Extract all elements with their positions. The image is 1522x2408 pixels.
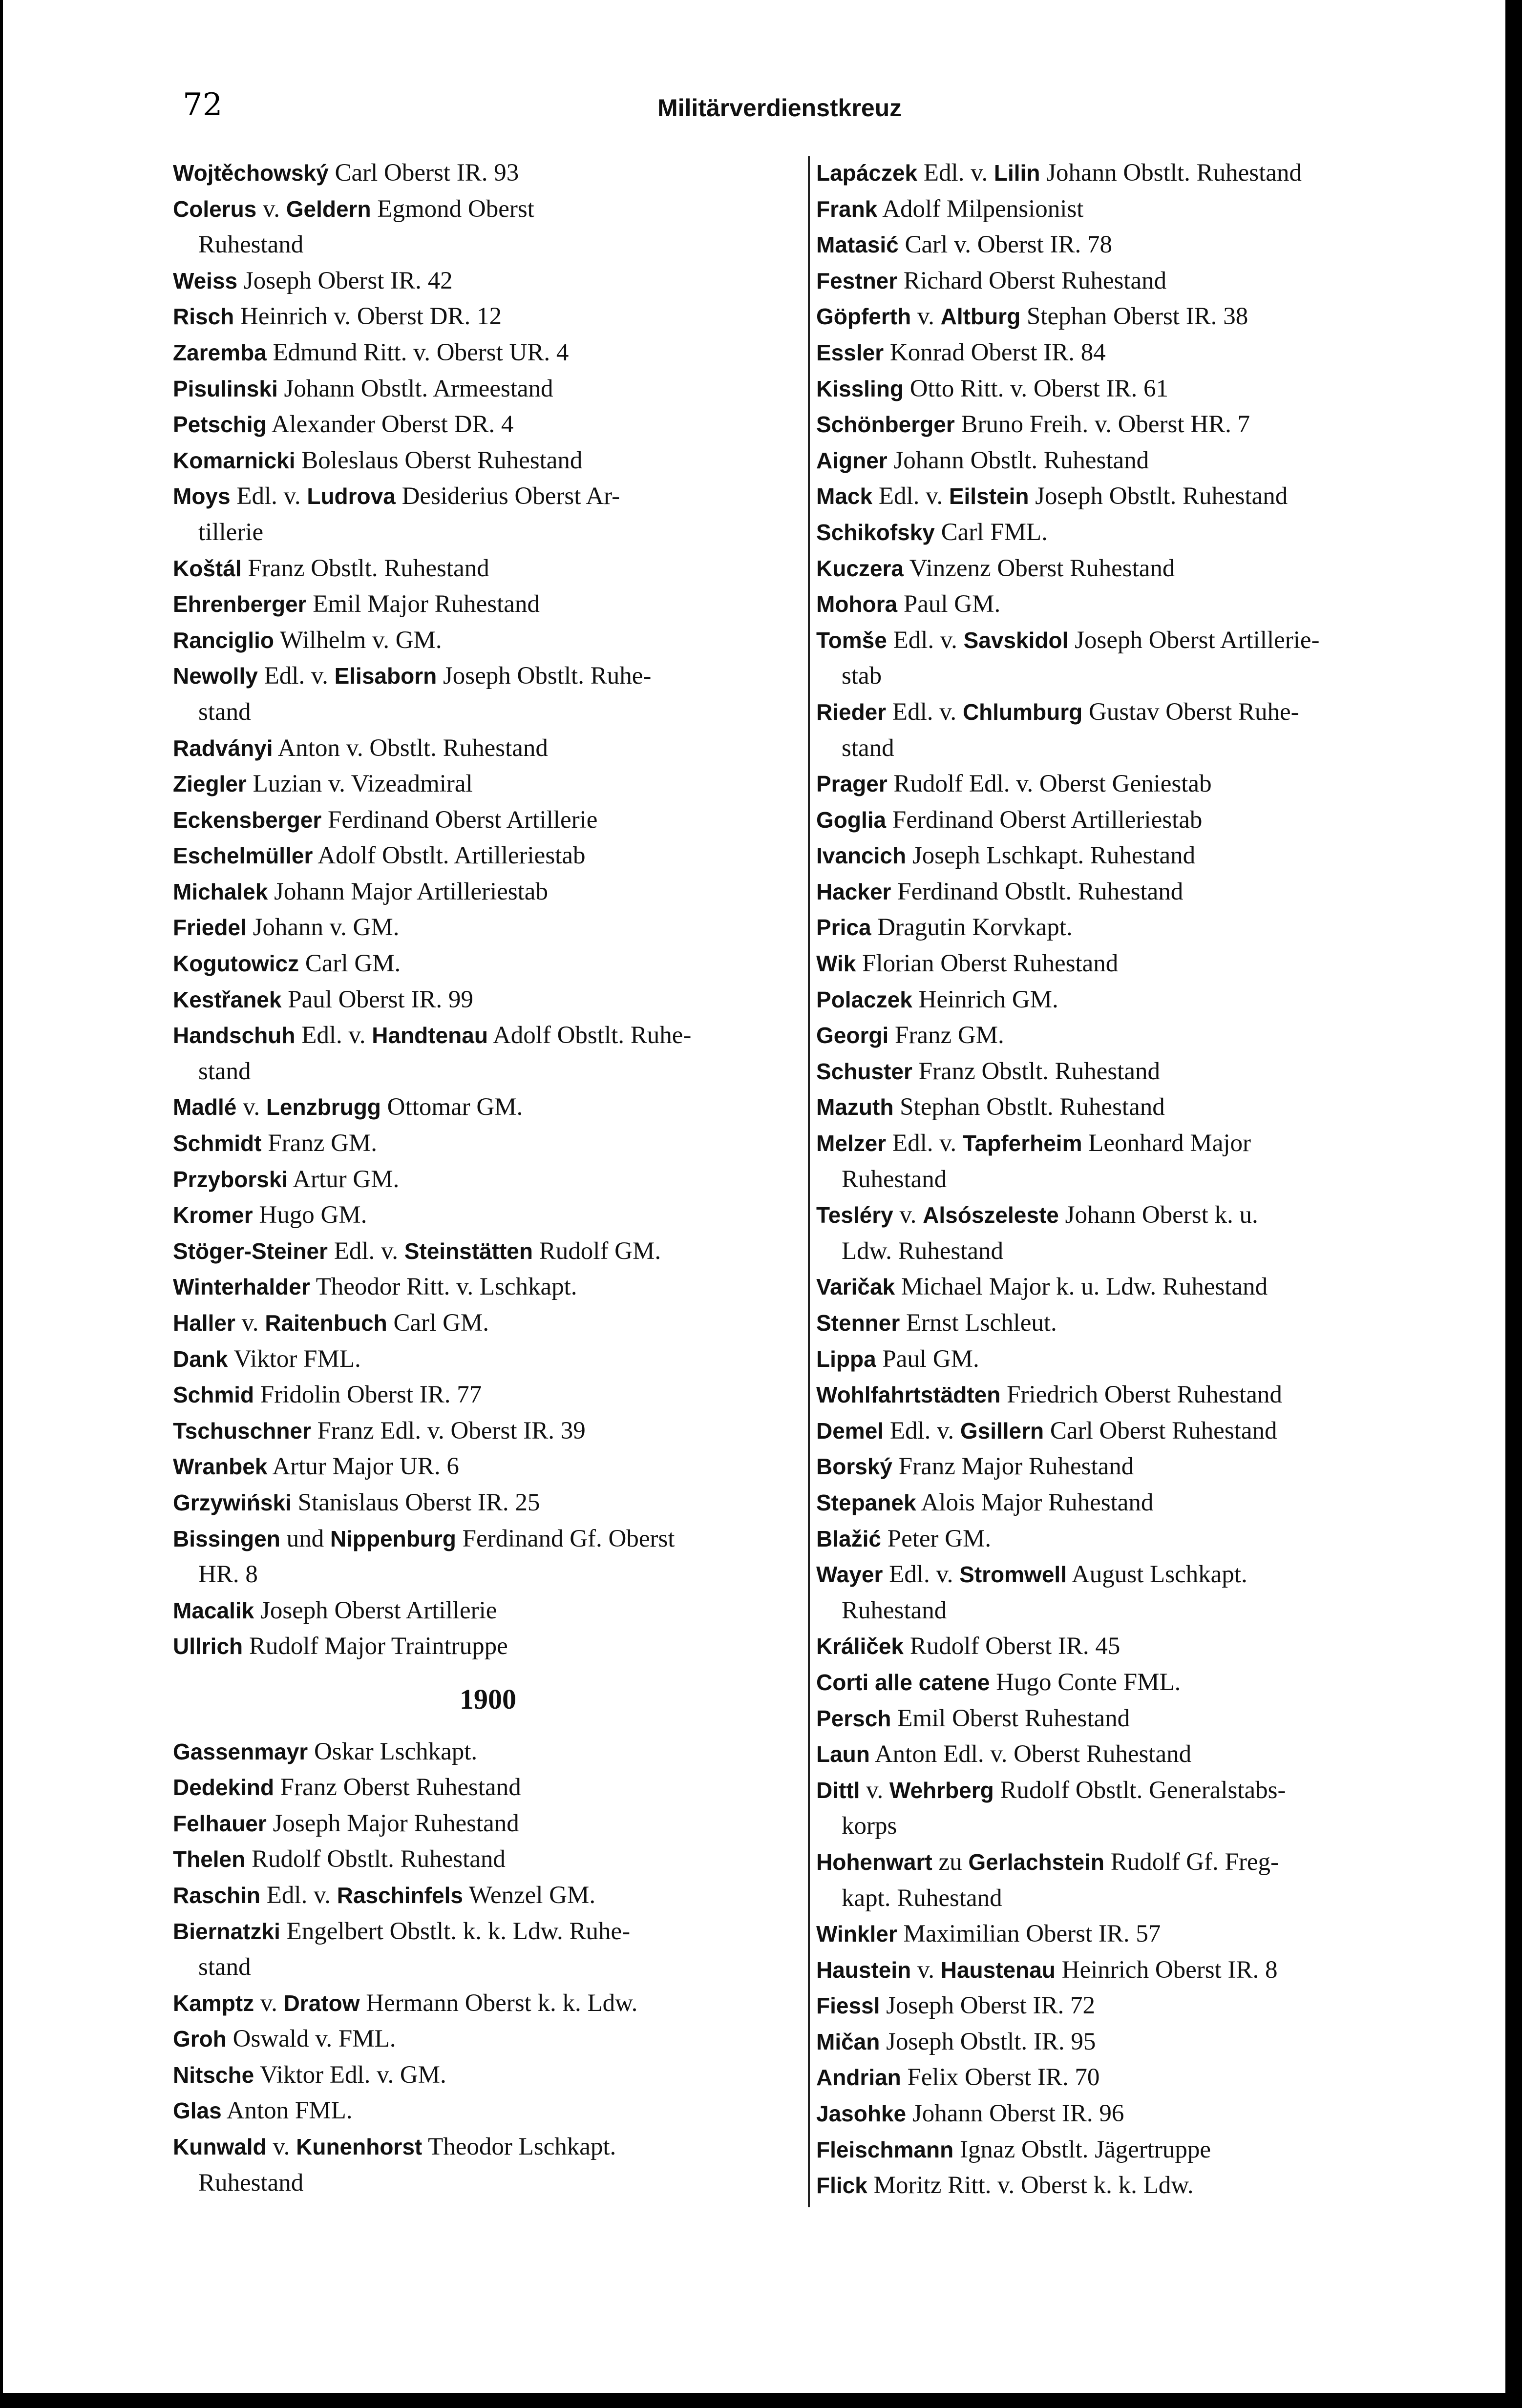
list-item: Schikofsky Carl FML.	[816, 518, 1048, 546]
list-item: Lapáczek Edl. v. Lilin Johann Obstlt. Ruhestand	[816, 159, 1302, 187]
list-item: Tesléry v. Alsószeleste Johann Oberst k. u.	[816, 1201, 1258, 1229]
list-item: Raschin Edl. v. Raschinfels Wenzel GM.	[173, 1881, 596, 1909]
list-item: Weiss Joseph Oberst IR. 42	[173, 267, 453, 294]
list-item: Demel Edl. v. Gsillern Carl Oberst Ruhestand	[816, 1417, 1277, 1445]
list-item: Wojtěchowský Carl Oberst IR. 93	[173, 159, 519, 187]
list-item: Gassenmayr Oskar Lschkapt.	[173, 1738, 478, 1765]
list-item: Laun Anton Edl. v. Oberst Ruhestand	[816, 1740, 1192, 1768]
list-item: Stepanek Alois Major Ruhestand	[816, 1488, 1154, 1516]
list-item: Blažić Peter GM.	[816, 1525, 992, 1552]
list-item: Kamptz v. Dratow Hermann Oberst k. k. Ldw.	[173, 1989, 638, 2017]
left-column	[173, 155, 803, 2201]
list-item: Kogutowicz Carl GM.	[173, 950, 401, 978]
list-item: Mazuth Stephan Obstlt. Ruhestand	[816, 1093, 1165, 1121]
list-item: Andrian Felix Oberst IR. 70	[816, 2064, 1100, 2092]
list-item-continuation: Ruhestand	[198, 231, 304, 259]
list-item-continuation: stab	[842, 662, 882, 690]
list-item: Matasić Carl v. Oberst IR. 78	[816, 231, 1112, 259]
list-item: Ranciglio Wilhelm v. GM.	[173, 626, 442, 654]
list-item: Ivancich Joseph Lschkapt. Ruhestand	[816, 842, 1196, 870]
list-item: Michalek Johann Major Artilleriestab	[173, 878, 548, 905]
list-item: Fleischmann Ignaz Obstlt. Jägertruppe	[816, 2136, 1211, 2163]
list-item: Rieder Edl. v. Chlumburg Gustav Oberst Ruhe-	[816, 698, 1299, 726]
list-item: Biernatzki Engelbert Obstlt. k. k. Ldw. Ruhe-	[173, 1917, 631, 1945]
list-item: Schmidt Franz GM.	[173, 1130, 378, 1157]
list-item: Handschuh Edl. v. Handtenau Adolf Obstlt. Ruhe-	[173, 1022, 692, 1049]
list-item: Dank Viktor FML.	[173, 1345, 361, 1373]
list-item: Göpferth v. Altburg Stephan Oberst IR. 38	[816, 303, 1248, 331]
list-item: Schönberger Bruno Freih. v. Oberst HR. 7	[816, 411, 1250, 439]
list-item: Ehrenberger Emil Major Ruhestand	[173, 590, 540, 618]
list-item: Stenner Ernst Lschleut.	[816, 1309, 1057, 1337]
list-item: Koštál Franz Obstlt. Ruhestand	[173, 554, 489, 582]
list-item: Mičan Joseph Obstlt. IR. 95	[816, 2028, 1096, 2055]
list-item: Felhauer Joseph Major Ruhestand	[173, 1809, 519, 1837]
list-item: Kromer Hugo GM.	[173, 1201, 367, 1229]
list-item: Hohenwart zu Gerlachstein Rudolf Gf. Freg-	[816, 1848, 1279, 1876]
list-item: Friedel Johann v. GM.	[173, 914, 400, 942]
list-item-continuation: stand	[198, 1057, 251, 1085]
list-item: Groh Oswald v. FML.	[173, 2025, 396, 2053]
list-item: Flick Moritz Ritt. v. Oberst k. k. Ldw.	[816, 2172, 1194, 2199]
list-item: Madlé v. Lenzbrugg Ottomar GM.	[173, 1093, 523, 1121]
list-item: Georgi Franz GM.	[816, 1022, 1004, 1049]
list-item: Tschuschner Franz Edl. v. Oberst IR. 39	[173, 1417, 586, 1445]
list-item-continuation: Ldw. Ruhestand	[842, 1237, 1003, 1265]
list-item: Kestřanek Paul Oberst IR. 99	[173, 985, 473, 1013]
list-item: Schmid Fridolin Oberst IR. 77	[173, 1381, 482, 1409]
list-item: Macalik Joseph Oberst Artillerie	[173, 1596, 497, 1624]
list-item: Wayer Edl. v. Stromwell August Lschkapt.	[816, 1561, 1247, 1589]
list-item: Zaremba Edmund Ritt. v. Oberst UR. 4	[173, 338, 569, 366]
list-item-continuation: korps	[842, 1812, 897, 1840]
list-item-continuation: Ruhestand	[198, 2169, 304, 2197]
list-item-continuation: stand	[842, 734, 894, 762]
list-item: Borský Franz Major Ruhestand	[816, 1453, 1134, 1481]
list-item: Schuster Franz Obstlt. Ruhestand	[816, 1057, 1160, 1085]
list-item: Moys Edl. v. Ludrova Desiderius Oberst Ar-	[173, 482, 620, 510]
list-item: Ziegler Luzian v. Vizeadmiral	[173, 770, 473, 798]
right-column	[816, 155, 1451, 2204]
list-item: Petschig Alexander Oberst DR. 4	[173, 411, 514, 439]
list-item: Grzywiński Stanislaus Oberst IR. 25	[173, 1488, 540, 1516]
list-item: Aigner Johann Obstlt. Ruhestand	[816, 446, 1149, 474]
list-item: Eschelmüller Adolf Obstlt. Artilleriestab	[173, 842, 586, 870]
list-item: Komarnicki Boleslaus Oberst Ruhestand	[173, 446, 583, 474]
list-item: Newolly Edl. v. Elisaborn Joseph Obstlt. Ruhe-	[173, 662, 652, 690]
list-item-continuation: tillerie	[198, 518, 264, 546]
list-item: Wranbek Artur Major UR. 6	[173, 1453, 459, 1481]
list-item: Melzer Edl. v. Tapferheim Leonhard Major	[816, 1130, 1251, 1157]
list-item: Mack Edl. v. Eilstein Joseph Obstlt. Ruhestand	[816, 482, 1288, 510]
list-item: Kissling Otto Ritt. v. Oberst IR. 61	[816, 375, 1169, 402]
list-item: Wik Florian Oberst Ruhestand	[816, 950, 1119, 978]
list-item: Glas Anton FML.	[173, 2097, 353, 2125]
list-item-continuation: Ruhestand	[842, 1165, 947, 1193]
list-item: Corti alle catene Hugo Conte FML.	[816, 1668, 1181, 1696]
list-item: Kunwald v. Kunenhorst Theodor Lschkapt.	[173, 2133, 616, 2161]
list-item-continuation: stand	[198, 1953, 251, 1981]
list-item: Nitsche Viktor Edl. v. GM.	[173, 2061, 446, 2089]
list-item: Ullrich Rudolf Major Traintruppe	[173, 1633, 508, 1660]
list-item-continuation: HR. 8	[198, 1561, 258, 1589]
list-item: Pisulinski Johann Obstlt. Armeestand	[173, 375, 553, 402]
list-item-continuation: kapt. Ruhestand	[842, 1884, 1002, 1912]
page-number: 72	[183, 87, 223, 123]
list-item: Fiessl Joseph Oberst IR. 72	[816, 1992, 1095, 2020]
list-item: Eckensberger Ferdinand Oberst Artillerie	[173, 806, 598, 834]
list-item: Jasohke Johann Oberst IR. 96	[816, 2100, 1124, 2128]
list-item: Prager Rudolf Edl. v. Oberst Geniestab	[816, 770, 1212, 798]
year-heading: 1900	[460, 1683, 516, 1715]
list-item: Dittl v. Wehrberg Rudolf Obstlt. Generalstabs-	[816, 1776, 1286, 1804]
list-item: Prica Dragutin Korvkapt.	[816, 914, 1073, 942]
list-item: Persch Emil Oberst Ruhestand	[816, 1704, 1130, 1732]
list-item: Colerus v. Geldern Egmond Oberst	[173, 195, 534, 223]
list-item: Bissingen und Nippenburg Ferdinand Gf. Oberst	[173, 1525, 675, 1552]
list-item: Varičak Michael Major k. u. Ldw. Ruhestand	[816, 1273, 1268, 1301]
list-item: Dedekind Franz Oberst Ruhestand	[173, 1774, 521, 1801]
list-item: Goglia Ferdinand Oberst Artilleriestab	[816, 806, 1203, 834]
list-item-continuation: Ruhestand	[842, 1596, 947, 1624]
list-item: Wohlfahrtstädten Friedrich Oberst Ruhestand	[816, 1381, 1282, 1409]
document-page	[3, 0, 1505, 2393]
list-item: Haller v. Raitenbuch Carl GM.	[173, 1309, 489, 1337]
list-item: Thelen Rudolf Obstlt. Ruhestand	[173, 1845, 506, 1873]
list-item: Lippa Paul GM.	[816, 1345, 979, 1373]
list-item: Mohora Paul GM.	[816, 590, 1001, 618]
list-item: Winkler Maximilian Oberst IR. 57	[816, 1920, 1161, 1948]
list-item: Králiček Rudolf Oberst IR. 45	[816, 1633, 1120, 1660]
list-item: Hacker Ferdinand Obstlt. Ruhestand	[816, 878, 1184, 905]
list-item: Haustein v. Haustenau Heinrich Oberst IR. 8	[816, 1956, 1278, 1984]
list-item: Kuczera Vinzenz Oberst Ruhestand	[816, 554, 1175, 582]
list-item: Winterhalder Theodor Ritt. v. Lschkapt.	[173, 1273, 577, 1301]
list-item-continuation: stand	[198, 698, 251, 726]
list-item: Polaczek Heinrich GM.	[816, 985, 1058, 1013]
list-item: Risch Heinrich v. Oberst DR. 12	[173, 303, 502, 331]
list-item: Stöger-Steiner Edl. v. Steinstätten Rudolf GM.	[173, 1237, 661, 1265]
column-divider	[808, 156, 810, 2207]
list-item: Radványi Anton v. Obstlt. Ruhestand	[173, 734, 548, 762]
list-item: Frank Adolf Milpensionist	[816, 195, 1084, 223]
list-item: Essler Konrad Oberst IR. 84	[816, 338, 1106, 366]
list-item: Przyborski Artur GM.	[173, 1165, 400, 1193]
running-head: Militärverdienstkreuz	[657, 94, 902, 122]
list-item: Tomše Edl. v. Savskidol Joseph Oberst Artillerie-	[816, 626, 1320, 654]
list-item: Festner Richard Oberst Ruhestand	[816, 267, 1167, 294]
